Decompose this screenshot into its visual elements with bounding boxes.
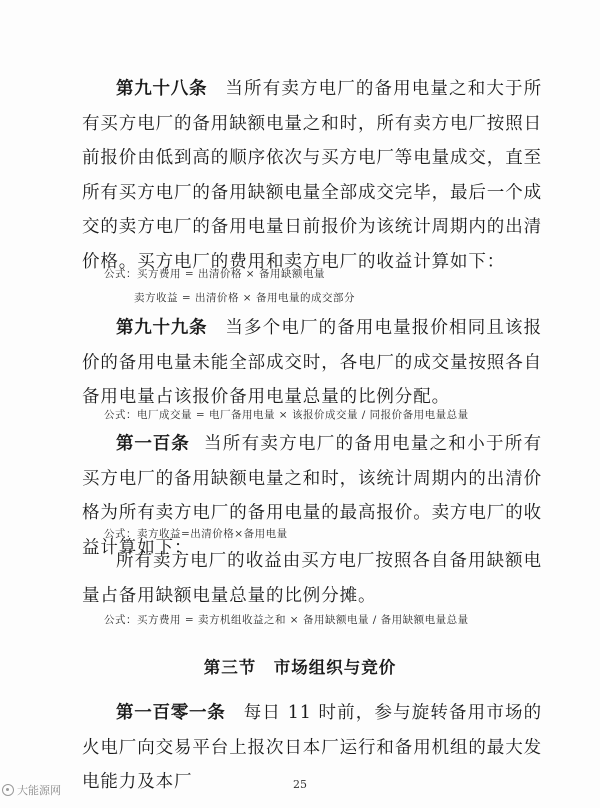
article-99 (82, 311, 542, 415)
article-98 (82, 72, 542, 279)
page-number: 25 (293, 778, 307, 791)
watermark-text: 大能源网 (17, 784, 61, 797)
formula-plant-volume: 公式：电厂成交量 = 电厂备用电量 × 该报价成交量 / 同报价备用电量总量 (104, 409, 469, 421)
formula-seller-revenue-2: 公式：卖方收益=出清价格×备用电量 (104, 528, 288, 540)
article-101-text: 每日 11 时前，参与旋转备用市场的火电厂向交易平台上报次日本厂运行和备用机组的最大发电能力及本厂 (82, 703, 543, 792)
article-98-title: 第九十八条 (116, 79, 208, 99)
article-100-title: 第一百条 (116, 434, 190, 454)
watermark (2, 782, 61, 798)
section-title: 第三节 市场组织与竞价 (203, 658, 397, 677)
article-99-text: 当多个电厂的备用电量报价相同且该报价的备用电量未能全部成交时，各电厂的成交量按照各自备用电量占该报价备用电量总量的比例分配。 (82, 318, 542, 407)
watermark-logo-icon (2, 784, 14, 796)
formula-seller-revenue: 卖方收益 = 出清价格 × 备用电量的成交部分 (134, 292, 355, 304)
article-100-continued (82, 544, 542, 613)
article-98-text: 当所有卖方电厂的备用电量之和大于所有买方电厂的备用缺额电量之和时，所有卖方电厂按照日前报价由低到高的顺序依次与买方电厂等电量成交，直至所有买方电厂的备用缺额电量全部成交完毕，最后一个成交的卖方电厂的备用电量日前报价为该统计周期内的出清价格。买方电厂的费用和卖方电厂的收益计算如下： (82, 79, 542, 272)
article-100-text: 当所有卖方电厂的备用电量之和小于所有买方电厂的备用缺额电量之和时，该统计周期内的出清价格为所有卖方电厂的备用电量的最高报价。卖方电厂的收益计算如下： (82, 434, 543, 558)
article-98-paragraph (82, 72, 542, 279)
formula-buyer-cost: 公式：买方费用 = 出清价格 × 备用缺额电量 (104, 268, 325, 280)
article-100-continued-paragraph: 所有卖方电厂的收益由买方电厂按照各自备用缺额电量占备用缺额电量总量的比例分摊。 (82, 551, 542, 606)
article-101-title: 第一百零一条 (116, 703, 226, 723)
article-99-paragraph (82, 311, 542, 415)
formula-buyer-cost-2: 公式：买方费用 = 卖方机组收益之和 × 备用缺额电量 / 备用缺额电量总量 (104, 614, 469, 626)
article-99-title: 第九十九条 (116, 318, 208, 338)
